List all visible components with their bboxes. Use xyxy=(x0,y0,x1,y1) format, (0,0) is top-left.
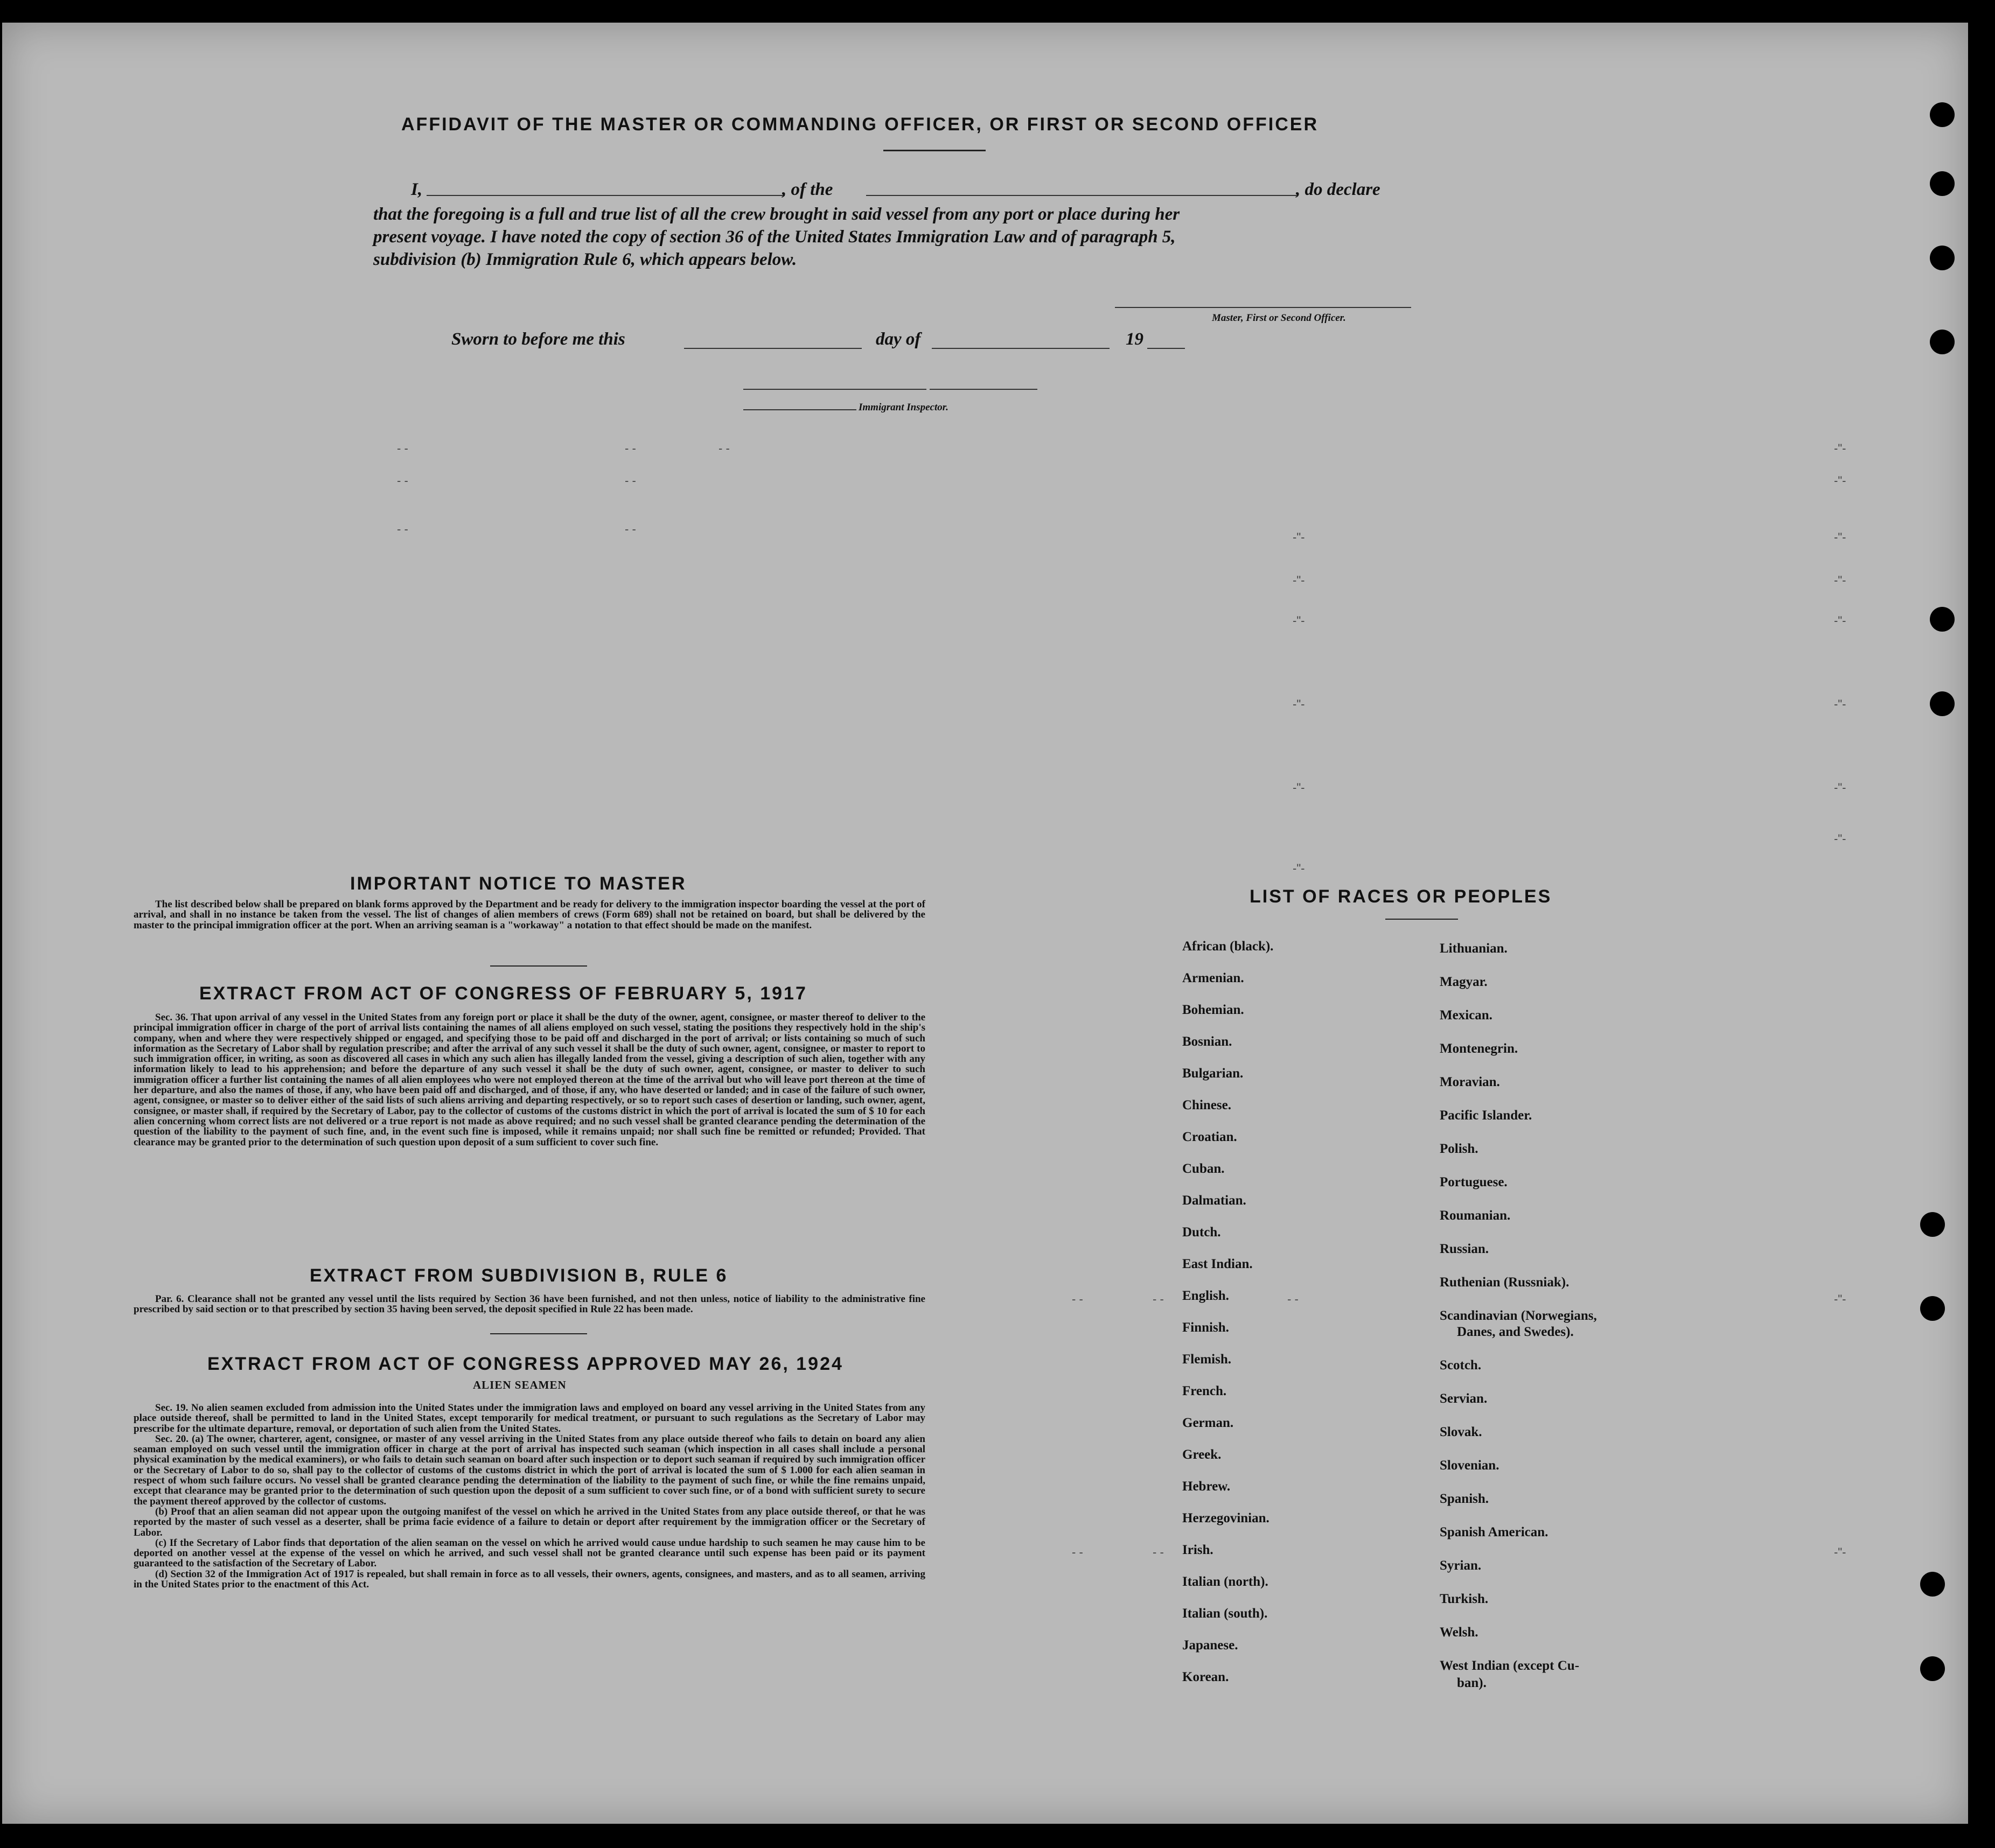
race-item: Finnish. xyxy=(1182,1320,1229,1335)
race-item: Korean. xyxy=(1182,1670,1229,1684)
day-of-text: day of xyxy=(876,330,921,349)
race-item: Japanese. xyxy=(1182,1638,1238,1653)
race-item: Mexican. xyxy=(1440,1008,1492,1023)
binder-hole xyxy=(1920,1656,1945,1681)
affidavit-line2: that the foregoing is a full and true list of all the crew brought in said vessel from any port or place during her xyxy=(373,205,1180,224)
affidavit-line4: subdivision (b) Immigration Rule 6, which appears below. xyxy=(373,250,797,269)
race-item: Chinese. xyxy=(1182,1098,1231,1112)
race-item: Dalmatian. xyxy=(1182,1193,1246,1208)
race-item: German. xyxy=(1182,1416,1234,1430)
sworn-text: Sworn to before me this xyxy=(451,330,625,349)
race-item: Pacific Islander. xyxy=(1440,1108,1532,1123)
day-blank xyxy=(684,348,862,349)
race-item: Moravian. xyxy=(1440,1075,1500,1089)
race-item: Hebrew. xyxy=(1182,1479,1231,1494)
master-signature-line xyxy=(1115,307,1411,308)
ditto-mark: -"- xyxy=(1293,614,1305,627)
ditto-mark: - - xyxy=(397,474,408,487)
race-item: Scandinavian (Norwegians, xyxy=(1440,1308,1597,1323)
ditto-mark: -"- xyxy=(1834,781,1846,794)
ditto-mark: - - xyxy=(1153,1292,1164,1306)
notice-text xyxy=(134,899,925,930)
race-item: French. xyxy=(1182,1384,1227,1398)
race-item: Flemish. xyxy=(1182,1352,1231,1367)
binder-hole xyxy=(1920,1296,1945,1321)
year-blank xyxy=(1147,348,1185,349)
notice-paragraph: The list described below shall be prepared on blank forms approved by the Department and be ready for delivery to the immigration inspector boarding the vessel at the port of arrival, and shall in no instance be taken from the vessel. The list of changes of alien members of crews (Form 689) shall not be retained on board, but shall be delivered by the master to the principal immigration officer at the port. When an arriving seaman is a "workaway" a notation to that effect should be made on the manifest. xyxy=(134,899,925,931)
binder-hole xyxy=(1930,246,1955,270)
race-item: Croatian. xyxy=(1182,1130,1237,1144)
race-item: Herzegovinian. xyxy=(1182,1511,1269,1525)
binder-hole xyxy=(1930,102,1955,127)
sec-20a-paragraph: Sec. 20. (a) The owner, charterer, agent, consignee, or master of any vessel arriving in the United States from any place outside thereof who fails to detain on board any alien seaman employed on such vessel until the immigration officer in charge at the port of arrival has inspected such seaman (which inspection in all cases shall include a personal physical examination by the medical examiners), or who fails to detain such seaman on board after such inspection or to deport such seaman if required by such immigration officer or the Secretary of Labor to do so, shall pay to the collector of customs of the customs district in which the port of arrival is located the sum of $ 1.000 for each alien seaman in respect of whom such failure occurs. No vessel shall be granted clearance pending the determination of the liability to the payment of such fine, or while the fine remains unpaid, except that clearance may be granted prior to the determination of such question upon the deposit of a sum sufficient to cover such fine, or of a bond with sufficient surety to secure the payment thereof approved by the collector of customs. xyxy=(134,1433,925,1507)
year-prefix: 19 xyxy=(1126,330,1143,349)
binder-hole xyxy=(1930,330,1955,354)
section-divider xyxy=(490,965,587,967)
inspector-line-c xyxy=(743,409,856,410)
inspector-line-a xyxy=(743,389,926,390)
notice-title: IMPORTANT NOTICE TO MASTER xyxy=(350,873,687,894)
race-item: Spanish. xyxy=(1440,1492,1489,1506)
ditto-mark: -"- xyxy=(1293,697,1305,711)
vessel-blank xyxy=(866,195,1297,196)
affidavit-line3: present voyage. I have noted the copy of section 36 of the United States Immigration Law and of paragraph 5, xyxy=(373,227,1176,247)
race-item: Servian. xyxy=(1440,1391,1488,1406)
binder-hole xyxy=(1920,1212,1945,1237)
race-item: Slovak. xyxy=(1440,1425,1482,1439)
ditto-mark: -"- xyxy=(1834,1545,1846,1559)
ditto-mark: -"- xyxy=(1293,530,1305,544)
race-item: Welsh. xyxy=(1440,1625,1478,1640)
ditto-mark: - - xyxy=(397,522,408,536)
races-title: LIST OF RACES OR PEOPLES xyxy=(1250,886,1552,907)
title-underline xyxy=(883,150,986,151)
races-title-underline xyxy=(1385,919,1458,920)
race-item: Armenian. xyxy=(1182,971,1244,985)
ditto-mark: - - xyxy=(1072,1292,1083,1306)
race-item: Portuguese. xyxy=(1440,1175,1508,1189)
binder-hole xyxy=(1930,171,1955,196)
ditto-mark: -"- xyxy=(1834,697,1846,711)
ditto-mark: - - xyxy=(1153,1545,1164,1559)
race-item: Syrian. xyxy=(1440,1558,1482,1573)
ditto-mark: -"- xyxy=(1293,862,1305,875)
master-label: Master, First or Second Officer. xyxy=(1212,312,1346,324)
race-item: Danes, and Swedes). xyxy=(1457,1325,1574,1339)
sec-20d-paragraph: (d) Section 32 of the Immigration Act of 1917 is repealed, but shall remain in force as to all vessels, their owners, agents, consignees, and masters, and as to all seamen, arriving in the United States prior to the enactment of this Act. xyxy=(134,1568,925,1591)
race-item: Bohemian. xyxy=(1182,1003,1244,1017)
inspector-line-b xyxy=(930,389,1037,390)
ditto-mark: - - xyxy=(719,442,730,455)
race-item: Montenegrin. xyxy=(1440,1041,1518,1056)
inspector-label: Immigrant Inspector. xyxy=(859,402,948,413)
ditto-mark: -"- xyxy=(1834,573,1846,587)
extract-1917-title: EXTRACT FROM ACT OF CONGRESS OF FEBRUARY 5, 1917 xyxy=(199,983,807,1004)
race-item: African (black). xyxy=(1182,939,1274,954)
race-item: Turkish. xyxy=(1440,1592,1489,1606)
race-item: Dutch. xyxy=(1182,1225,1221,1240)
ditto-mark: -"- xyxy=(1834,614,1846,627)
affidavit-of-the: , of the xyxy=(782,180,833,199)
race-item: ban). xyxy=(1457,1676,1487,1690)
ditto-mark: - - xyxy=(625,474,636,487)
sec-19-paragraph: Sec. 19. No alien seamen excluded from admission into the United States under the immigration laws and employed on board any vessel arriving in the United States from any place outside thereof, shall be permitted to land in the United States, except temporarily for medical treatment, or pursuant to such regulations as the Secretary of Labor may prescribe for the ultimate departure, removal, or deportation of such alien from the United States. xyxy=(134,1402,925,1434)
affidavit-declare: , do declare xyxy=(1296,180,1380,199)
extract-1924-title: EXTRACT FROM ACT OF CONGRESS APPROVED MAY 26, 1924 xyxy=(207,1354,843,1374)
race-item: Spanish American. xyxy=(1440,1525,1548,1539)
extract-1917-text xyxy=(134,1012,925,1147)
race-item: Greek. xyxy=(1182,1447,1222,1462)
ditto-mark: - - xyxy=(397,442,408,455)
race-item: Russian. xyxy=(1440,1242,1489,1256)
race-item: Cuban. xyxy=(1182,1161,1225,1176)
ditto-mark: - - xyxy=(625,522,636,536)
ditto-mark: -"- xyxy=(1293,781,1305,794)
binder-hole xyxy=(1930,691,1955,716)
race-item: Slovenian. xyxy=(1440,1458,1499,1473)
section-divider xyxy=(490,1333,587,1334)
race-item: English. xyxy=(1182,1289,1229,1303)
race-item: Lithuanian. xyxy=(1440,941,1508,956)
binder-hole xyxy=(1920,1572,1945,1597)
race-item: Italian (north). xyxy=(1182,1574,1268,1589)
ditto-mark: - - xyxy=(1287,1292,1299,1306)
race-item: Polish. xyxy=(1440,1142,1478,1156)
ditto-mark: -"- xyxy=(1834,1292,1846,1306)
extract-1924-subtitle: ALIEN SEAMEN xyxy=(473,1378,567,1391)
extract-1924-text xyxy=(134,1403,925,1590)
ditto-mark: -"- xyxy=(1293,573,1305,587)
rule6-text xyxy=(134,1294,925,1315)
rule6-paragraph: Par. 6. Clearance shall not be granted any vessel until the lists required by Section 36 have been furnished, and not then unless, notice of liability to the administrative fine prescribed by said section or to that prescribed by section 35 having been served, the deposit specified in Rule 22 has been made. xyxy=(134,1293,925,1315)
affidavit-i: I, xyxy=(411,180,423,199)
race-item: Roumanian. xyxy=(1440,1208,1511,1223)
rule6-title: EXTRACT FROM SUBDIVISION B, RULE 6 xyxy=(310,1265,728,1286)
ditto-mark: -"- xyxy=(1834,474,1846,487)
race-item: Ruthenian (Russniak). xyxy=(1440,1275,1570,1290)
ditto-mark: -"- xyxy=(1834,832,1846,845)
ditto-mark: - - xyxy=(625,442,636,455)
affidavit-title: AFFIDAVIT OF THE MASTER OR COMMANDING OFFICER, OR FIRST OR SECOND OFFICER xyxy=(401,114,1319,135)
name-blank xyxy=(427,195,785,196)
sec-20b-paragraph: (b) Proof that an alien seaman did not appear upon the outgoing manifest of the vessel on which he arrived in the United States from any place outside thereof, or that he was reported by the master of such vessel as a deserter, shall be prima facie evidence of a failure to detain or deport after requirement by the immigration officer or the Secretary of Labor. xyxy=(134,1506,925,1538)
ditto-mark: -"- xyxy=(1834,530,1846,544)
race-item: Bulgarian. xyxy=(1182,1066,1244,1081)
ditto-mark: -"- xyxy=(1834,442,1846,455)
race-item: Bosnian. xyxy=(1182,1034,1232,1049)
binder-hole xyxy=(1930,607,1955,632)
race-item: East Indian. xyxy=(1182,1257,1253,1271)
sec-20c-paragraph: (c) If the Secretary of Labor finds that deportation of the alien seaman on the vessel on which he arrived would cause undue hardship to such seamen he may cause him to be deported on another vessel at the expense of the vessel on which he arrived, and such vessel shall not be granted clearance until such expense has been paid or its payment guaranteed to the satisfaction of the Secretary of Labor. xyxy=(134,1537,925,1570)
extract-1917-paragraph: Sec. 36. That upon arrival of any vessel in the United States from any foreign port or place it shall be the duty of the owner, agent, consignee, or master thereof to deliver to the principal immigration officer in charge of the port of arrival lists containing the names of all aliens employed on such vessel, stating the positions they respectively hold in the ship's company, when and where they were respectively shipped or engaged, and specifying those to be paid off and discharged in the port of arrival; or lists containing so much of such information as the Secretary of Labor shall by regulation prescribe; and after the arrival of any such vessel it shall be the duty of such owner, agent, consignee, or master to report to such immigration officer, in writing, as soon as discovered all cases in which any such alien has illegally landed from the vessel, giving a description of such alien, together with any information likely to lead to his apprehension; and before the departure of any such vessel it shall be the duty of such owner, agent, consignee, or master to deliver to such immigration officer a further list containing the names of all alien employees who were not employed thereon at the time of the arrival but who will leave port thereon at the time of her departure, and also the names of those, if any, who have been paid off and discharged, and of those, if any, who have deserted or landed; and in case of the failure of such owner, agent, consignee, or master so to deliver either of the said lists of such aliens arriving and departing respectively, or so to report such cases of desertion or landing, such owner, agent, consignee, or master shall, if required by the Secretary of Labor, pay to the collector of customs of the customs district in which the port of arrival is located the sum of $ 10 for each alien concerning whom correct lists are not delivered or a true report is not made as above required; and no such vessel shall be granted clearance pending the determination of the question of the liability to the payment of such fine, and, in the event such fine is imposed, while it remains unpaid; nor shall such fine be remitted or refunded; Provided. That clearance may be granted prior to the determination of such question upon deposit of a sum sufficient to cover such fine. xyxy=(134,1012,925,1148)
race-item: West Indian (except Cu- xyxy=(1440,1658,1580,1673)
ditto-mark: - - xyxy=(1072,1545,1083,1559)
race-item: Irish. xyxy=(1182,1543,1213,1557)
month-blank xyxy=(932,348,1110,349)
race-item: Magyar. xyxy=(1440,975,1488,989)
race-item: Scotch. xyxy=(1440,1358,1482,1373)
race-item: Italian (south). xyxy=(1182,1606,1268,1621)
